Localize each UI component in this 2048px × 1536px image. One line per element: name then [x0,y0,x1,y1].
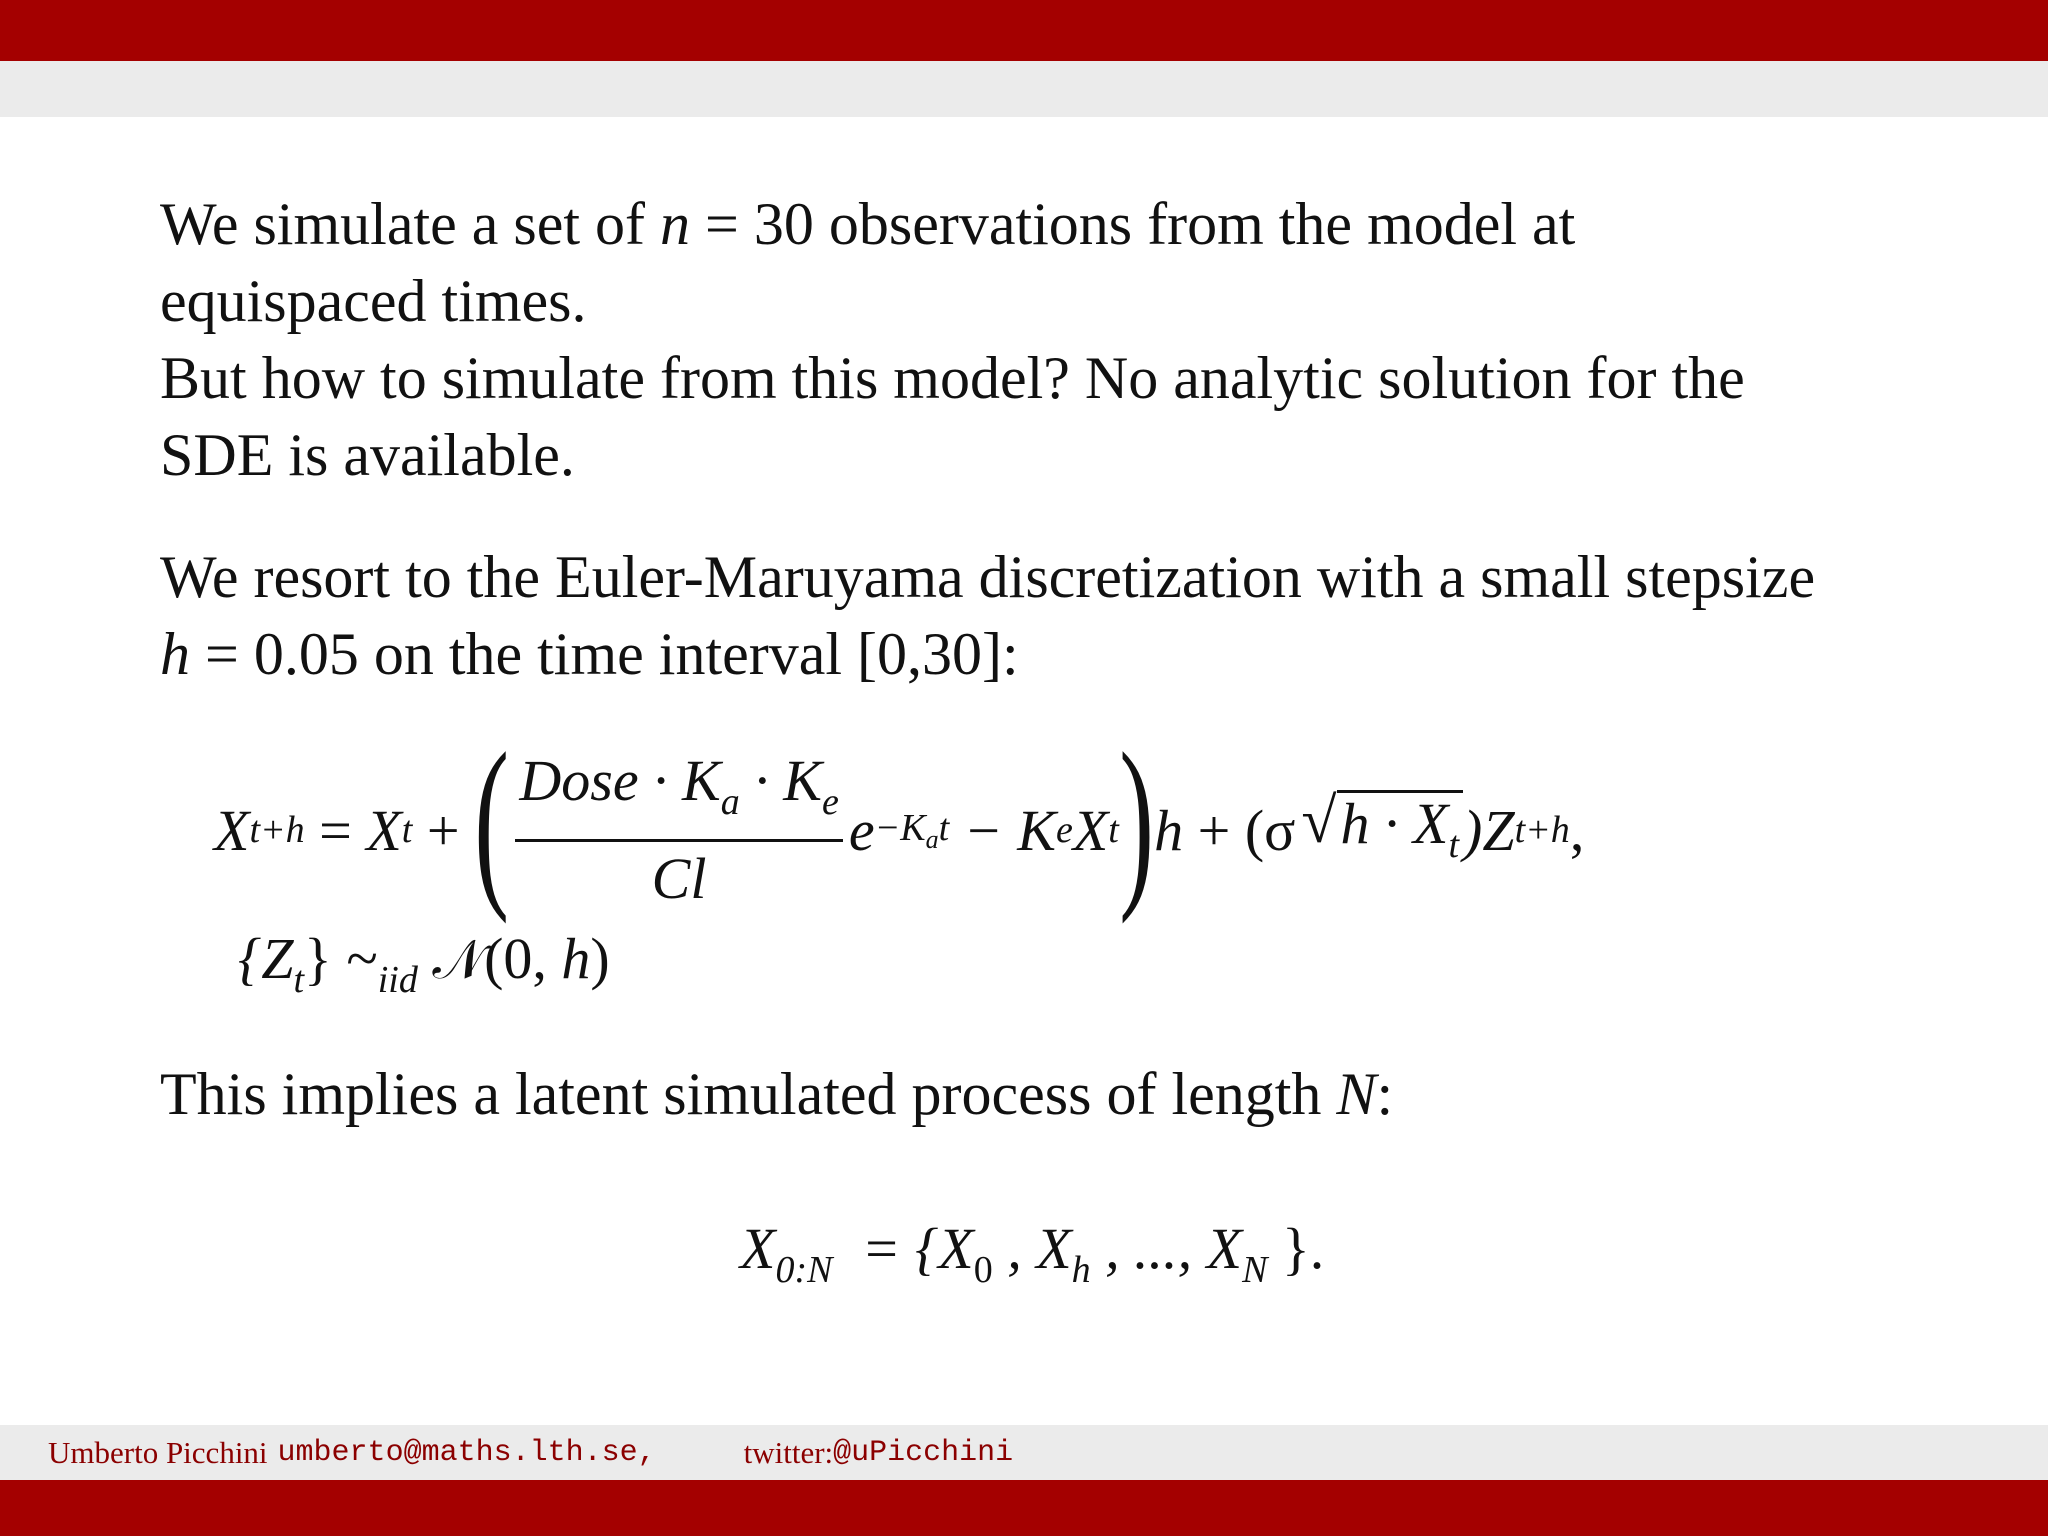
eq-xt: X [366,797,402,863]
normal-h: h [561,926,591,991]
text: SDE is available. [160,422,575,488]
slide-body [160,186,1900,693]
x: X [740,1216,776,1281]
eq-lhs-sub: t+h [249,809,305,851]
set-open: = {X [846,1216,974,1281]
minus-x: X [1072,797,1109,863]
minus-ke: − K [949,797,1056,863]
fraction-numerator [515,748,842,842]
exp-power-t: t [938,806,950,849]
header-red-bar [0,0,2048,61]
exp-base: e [848,797,875,863]
num-text: Dose · K [519,748,721,813]
twitter-handle[interactable]: @uPicchini [833,1436,1014,1470]
eq-comma: , [1569,797,1585,863]
set-xn: , ..., X [1105,1216,1243,1281]
x0-sub: 0 [973,1249,993,1291]
square-root [1301,784,1463,876]
num-sub-e: e [821,781,839,823]
brace-z-sub: t [293,959,305,1001]
iid-sub: iid [377,959,418,1001]
plus-sigma: + (σ [1183,797,1296,863]
header-gray-strip [0,61,2048,117]
radicand [1337,790,1464,876]
close-z: )Z [1463,797,1515,863]
close-z-sub: t+h [1514,809,1570,851]
normal-close: ) [590,926,610,991]
minus-x-sub: t [1108,809,1119,851]
minus-ke-sub: e [1055,809,1073,851]
xn-sub: N [1242,1249,1268,1291]
fraction [515,748,842,912]
math-N: N [1336,1061,1377,1127]
radicand-sub: t [1448,824,1460,866]
twitter-label: twitter: [743,1435,834,1470]
normal-symbol: 𝒩 [432,928,485,991]
exponent [875,806,950,855]
xh-sub: h [1071,1249,1091,1291]
brace-close: } ~ [304,926,378,991]
normal-args: (0, [484,926,562,991]
text: : [1376,1061,1394,1127]
text: But how to simulate from this model? No analytic solution for the [160,345,1745,411]
num-text-2: · K [739,748,822,813]
radicand-text: h · X [1340,791,1449,856]
paragraph-simulate [160,186,1900,494]
num-sub-a: a [720,781,740,823]
brace-z: {Z [238,926,294,991]
latent-process-equation [740,1215,1324,1292]
noise-distribution [238,925,610,1002]
h-term: h [1154,797,1184,863]
set-close: }. [1281,1216,1325,1281]
math-h: h [160,621,190,687]
exp-power: −K [874,806,926,849]
paragraph-euler-maruyama [160,539,1900,693]
eq-lhs: X [214,797,250,863]
right-paren: ) [1119,715,1154,925]
x-sub: 0:N [775,1249,833,1291]
text: = 30 observations from the model at [690,191,1576,257]
fraction-denominator: Cl [651,846,707,911]
set-xh: , X [1007,1216,1072,1281]
author-email[interactable]: umberto@maths.lth.se, [277,1436,656,1470]
latent-process-sentence [160,1060,1393,1129]
text: This implies a latent simulated process of length [160,1061,1337,1127]
author-name: Umberto Picchini [48,1435,268,1470]
eq-plus: + [412,797,475,863]
footer-red-bar [0,1480,2048,1536]
left-paren: ( [474,715,510,925]
exp-power-sub: a [925,824,939,854]
eq-equals: = [304,797,367,863]
text: equispaced times. [160,268,587,334]
eq-xt-sub: t [401,809,413,851]
text: We resort to the Euler-Maruyama discretization with a small stepsize [160,544,1816,610]
euler-maruyama-equation [214,715,1585,925]
footer [48,1432,1013,1474]
text: We simulate a set of [160,191,661,257]
text: = 0.05 on the time interval [0,30]: [190,621,1019,687]
radical-sign: √ [1301,785,1337,856]
math-n: n [660,191,691,257]
